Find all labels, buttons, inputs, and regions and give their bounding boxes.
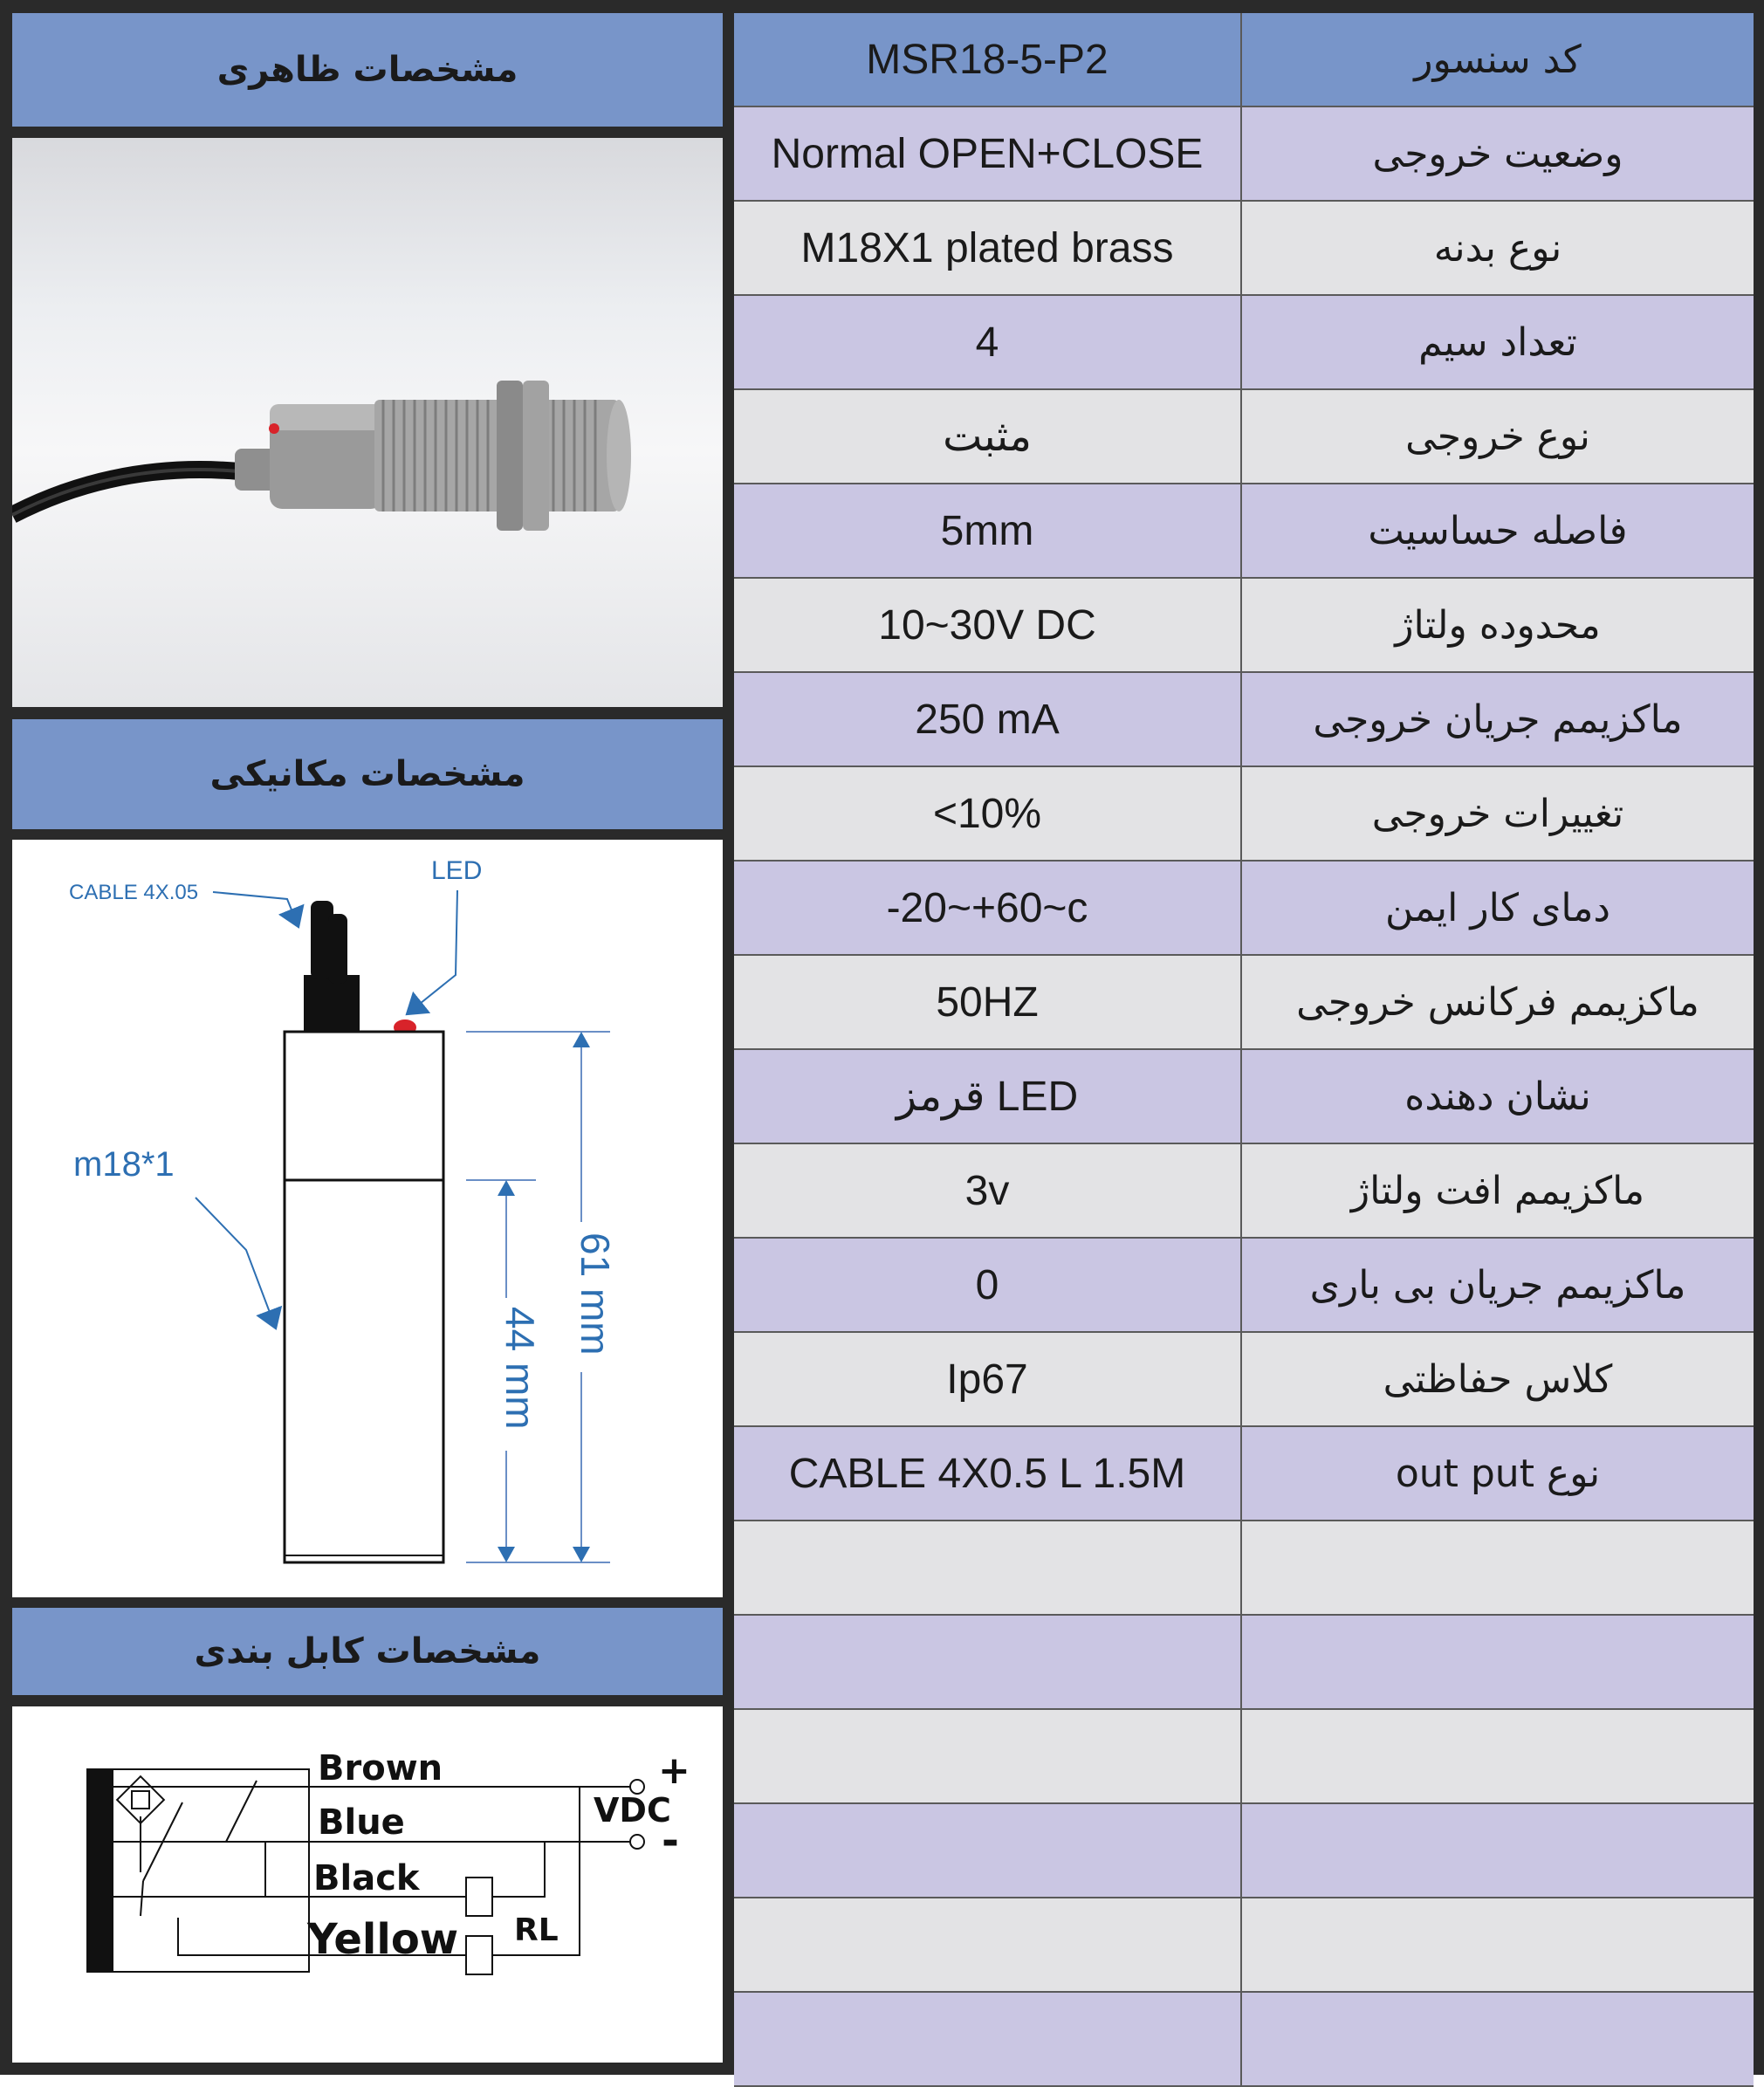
appearance-title: مشخصات ظاهری bbox=[216, 50, 518, 90]
minus-sign: - bbox=[662, 1816, 679, 1865]
spec-row bbox=[734, 1992, 1754, 2086]
spec-row bbox=[734, 389, 1754, 484]
spec-value: Ip67 bbox=[734, 1332, 1241, 1426]
spec-row bbox=[734, 1426, 1754, 1521]
spec-value bbox=[734, 1803, 1241, 1898]
spec-value: 3v bbox=[734, 1143, 1241, 1238]
spec-row bbox=[734, 1709, 1754, 1803]
spec-row bbox=[734, 484, 1754, 578]
thread-label: m18*1 bbox=[73, 1145, 175, 1184]
spec-label bbox=[1241, 1803, 1754, 1898]
spec-row bbox=[734, 1898, 1754, 1992]
spec-row bbox=[734, 1238, 1754, 1332]
spec-label: نوع out put bbox=[1241, 1426, 1754, 1521]
spec-value bbox=[734, 1992, 1241, 2086]
spec-row bbox=[734, 1521, 1754, 1615]
spec-row bbox=[734, 13, 1754, 106]
spec-value bbox=[734, 1521, 1241, 1615]
spec-label: کد سنسور bbox=[1241, 13, 1754, 106]
rl-label: RL bbox=[514, 1912, 559, 1948]
spec-row bbox=[734, 955, 1754, 1049]
wire-black-label: Black bbox=[313, 1858, 420, 1898]
spec-table bbox=[734, 13, 1754, 2087]
spec-label bbox=[1241, 1898, 1754, 1992]
spec-row bbox=[734, 106, 1754, 201]
spec-value bbox=[734, 1898, 1241, 1992]
spec-value: Normal OPEN+CLOSE bbox=[734, 106, 1241, 201]
spec-label: نوع خروجی bbox=[1241, 389, 1754, 484]
spec-label bbox=[1241, 1709, 1754, 1803]
spec-label: فاصله حساسیت bbox=[1241, 484, 1754, 578]
spec-value: قرمز LED bbox=[734, 1049, 1241, 1143]
dim-44mm: 44 mm bbox=[498, 1307, 543, 1430]
sensor-illustration bbox=[12, 138, 723, 707]
mechanical-drawing bbox=[12, 840, 723, 1597]
spec-value bbox=[734, 1709, 1241, 1803]
spec-value: 5mm bbox=[734, 484, 1241, 578]
spec-label: محدوده ولتاژ bbox=[1241, 578, 1754, 672]
spec-row bbox=[734, 1803, 1754, 1898]
appearance-header bbox=[12, 13, 723, 127]
spec-value: 10~30V DC bbox=[734, 578, 1241, 672]
spec-value bbox=[734, 1615, 1241, 1709]
wiring-header bbox=[12, 1608, 723, 1695]
spec-label: ماکزیمم فرکانس خروجی bbox=[1241, 955, 1754, 1049]
mechanical-title: مشخصات مکانیکی bbox=[209, 754, 525, 794]
spec-label: کلاس حفاظتی bbox=[1241, 1332, 1754, 1426]
spec-label bbox=[1241, 1992, 1754, 2086]
vdc-label: VDC bbox=[594, 1791, 671, 1830]
spec-row bbox=[734, 672, 1754, 766]
led-label: LED bbox=[431, 856, 483, 885]
spec-label: تعداد سیم bbox=[1241, 295, 1754, 389]
spec-label: نوع بدنه bbox=[1241, 201, 1754, 295]
spec-label: نشان دهنده bbox=[1241, 1049, 1754, 1143]
spec-value: 4 bbox=[734, 295, 1241, 389]
cable-label: CABLE 4X.05 bbox=[69, 881, 199, 904]
spec-label: تغییرات خروجی bbox=[1241, 766, 1754, 861]
spec-row bbox=[734, 1049, 1754, 1143]
spec-value: مثبت bbox=[734, 389, 1241, 484]
dim-61mm: 61 mm bbox=[573, 1232, 618, 1356]
spec-row bbox=[734, 766, 1754, 861]
spec-row bbox=[734, 1615, 1754, 1709]
spec-value: <10% bbox=[734, 766, 1241, 861]
dimension-drawing bbox=[12, 840, 723, 1597]
spec-value: MSR18-5-P2 bbox=[734, 13, 1241, 106]
spec-label: ماکزیمم جریان خروجی bbox=[1241, 672, 1754, 766]
spec-value: CABLE 4X0.5 L 1.5M bbox=[734, 1426, 1241, 1521]
spec-label: ماکزیمم افت ولتاژ bbox=[1241, 1143, 1754, 1238]
spec-row bbox=[734, 1143, 1754, 1238]
spec-label: دمای کار ایمن bbox=[1241, 861, 1754, 955]
spec-value: 0 bbox=[734, 1238, 1241, 1332]
wire-blue-label: Blue bbox=[318, 1802, 405, 1843]
spec-value: M18X1 plated brass bbox=[734, 201, 1241, 295]
plus-sign: + bbox=[658, 1748, 690, 1793]
spec-row bbox=[734, 201, 1754, 295]
spec-value: -20~+60~c bbox=[734, 861, 1241, 955]
spec-row bbox=[734, 1332, 1754, 1426]
spec-value: 250 mA bbox=[734, 672, 1241, 766]
spec-label: وضعیت خروجی bbox=[1241, 106, 1754, 201]
wiring-schematic bbox=[12, 1706, 723, 2063]
mechanical-header bbox=[12, 719, 723, 829]
wiring-title: مشخصات کابل بندی bbox=[194, 1631, 541, 1672]
spec-row bbox=[734, 578, 1754, 672]
wire-yellow-label: Yellow bbox=[307, 1915, 459, 1964]
spec-row bbox=[734, 295, 1754, 389]
spec-row bbox=[734, 861, 1754, 955]
spec-label bbox=[1241, 1521, 1754, 1615]
product-photo bbox=[12, 138, 723, 707]
spec-label: ماکزیمم جریان بی باری bbox=[1241, 1238, 1754, 1332]
spec-label bbox=[1241, 1615, 1754, 1709]
wiring-diagram bbox=[12, 1706, 723, 2063]
spec-value: 50HZ bbox=[734, 955, 1241, 1049]
wire-brown-label: Brown bbox=[318, 1748, 443, 1788]
